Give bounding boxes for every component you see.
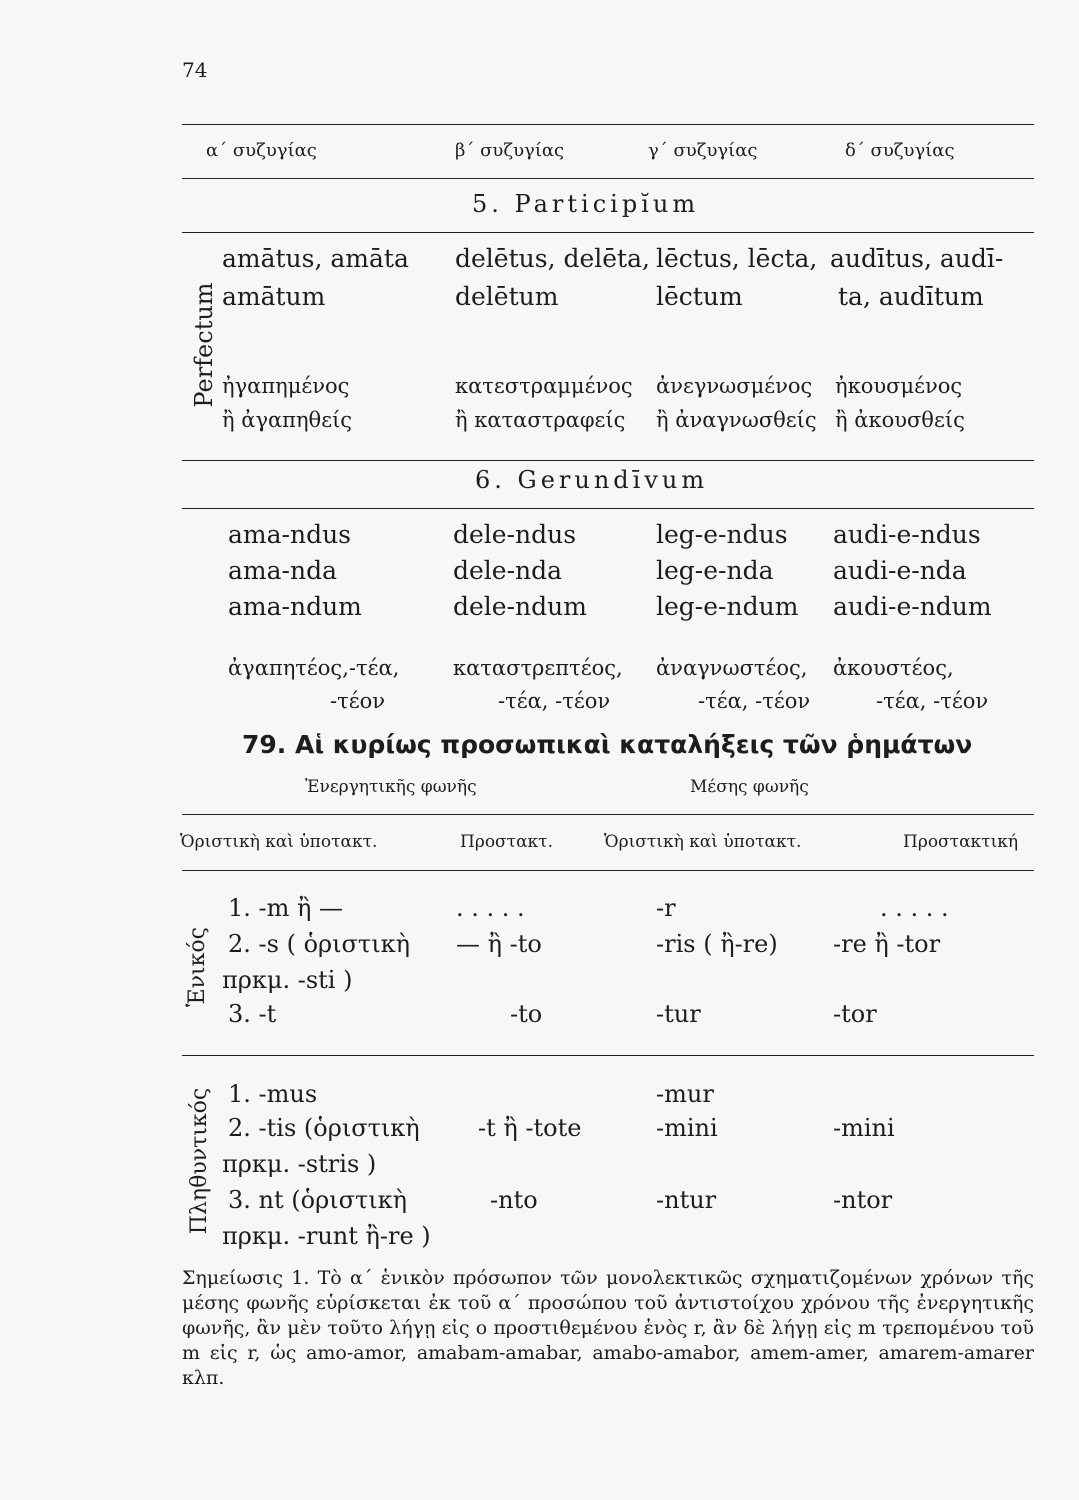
gerundivum-greek: ἀναγνωστέος, [656,656,808,680]
conj-4-header: δ΄ συζυγίας [845,140,955,161]
page-number: 74 [182,58,208,82]
gerundivum-greek: -τέα, -τέον [498,689,611,713]
perfectum-side-label: Perfectum [190,282,218,408]
voice-rule [182,814,1034,815]
singular-line-1-col-2: . . . . . [456,894,525,922]
participium-greek-1: ἠγαπημένος [222,374,350,398]
voice-active-label: Ἐνεργητικῆς φωνῆς [305,777,477,797]
singular-line-2-col-4: -re ἢ -tor [833,930,941,958]
singular-line-2-col-1: 2. -s ( ὁριστικὴ [228,930,410,958]
singular-line-3-col-3: -tur [656,1000,701,1028]
gerundivum-greek: καταστρεπτέος, [453,656,623,680]
gerundivum-greek: ἀγαπητέος,-τέα, [228,656,400,680]
gerundivum-cell: audi-e-ndus [833,520,981,549]
singular-line-1-col-3: -r [656,894,676,922]
gerundivum-cell: leg-e-ndus [656,520,788,549]
participium-latin-4: audītus, audī- [830,244,1004,273]
participium-latin-6: delētum [455,282,559,311]
participium-greek-2: κατεστραμμένος [455,374,633,398]
plural-line-3-col-1: 3. nt (ὁριστικὴ [228,1186,408,1214]
singular-line-1-col-4: . . . . . [880,894,949,922]
col-header-rule [182,870,1034,871]
singular-line-3-col-4: -tor [833,1000,877,1028]
singular-line-2-col-2: — ἢ -to [456,930,542,958]
note-text: Σημείωσις 1. Τὸ α΄ ἑνικὸν πρόσωπον τῶν μονολεκτικῶς σχηματιζομένων χρόνων τῆς μέσης φωνῆς εὑρίσκεται ἐκ τοῦ α΄ προσώπου τοῦ ἀντιστοίχου χρόνου τῆς ἐνεργητικῆς φωνῆς, ἂν μὲν τοῦτο λήγῃ εἰς o προστιθεμένου ἑνὸς r, ἂν δὲ λήγῃ εἰς m τρεπομένου τοῦ m εἰς r, ὡς amo-amor, amabam-amabar, amabo-amabor, amem-amer, amarem-amarer κλπ. [182,1267,1034,1389]
gerundivum-greek: ἀκουστέος, [833,656,954,680]
participium-greek-7: ἢ ἀναγνωσθείς [656,408,817,432]
gerundivum-rule [182,508,1034,509]
plural-line-2-col-2: -t ἢ -tote [478,1114,582,1142]
singular-line-3-col-1: 3. -t [228,1000,277,1028]
participium-rule [182,232,1034,233]
participium-latin-7: lēctum [656,282,743,311]
singular-plural-rule [182,1055,1034,1056]
participium-greek-8: ἢ ἀκουσθείς [835,408,965,432]
plural-line-3-col-2: -nto [490,1186,538,1214]
note-paragraph [182,1266,1034,1391]
plural-line-3-col-4: -ntor [833,1186,893,1214]
plural-line-2b: πρκμ. -stris ) [222,1150,377,1178]
gerundivum-cell: dele-ndus [453,520,577,549]
gerundivum-cell: leg-e-nda [656,556,774,585]
singular-line-2b: πρκμ. -sti ) [222,966,353,994]
gerundivum-title: 6. Gerundīvum [475,466,709,494]
plural-line-2-col-4: -mini [833,1114,895,1142]
gerundivum-cell: audi-e-nda [833,556,967,585]
participium-title: 5. Participĭum [472,190,700,218]
singular-line-3-col-2: -to [510,1000,543,1028]
gerundivum-cell: dele-ndum [453,592,587,621]
gerundivum-cell: audi-e-ndum [833,592,992,621]
singular-line-1-col-1: 1. -m ἢ — [228,894,344,922]
conj-3-header: γ΄ συζυγίας [648,140,758,161]
col-header-imperative-active: Προστακτ. [460,832,553,852]
conj-2-header: β΄ συζυγίας [455,140,565,161]
gerundivum-greek: -τέα, -τέον [876,689,989,713]
singular-line-2-col-3: -ris ( ἢ-re) [656,930,778,958]
plural-line-3-col-3: -ntur [656,1186,717,1214]
gerundivum-top-rule [182,460,1034,461]
plural-line-1-col-1: 1. -mus [228,1080,318,1108]
gerundivum-cell: ama-ndus [228,520,351,549]
conj-1-header: α΄ συζυγίας [206,140,317,161]
participium-greek-5: ἢ ἀγαπηθείς [222,408,353,432]
participium-latin-3: lēctus, lēcta, [656,244,818,273]
gerundivum-cell: dele-nda [453,556,563,585]
plural-line-1-col-3: -mur [656,1080,714,1108]
plural-line-2-col-1: 2. -tis (ὁριστικὴ [228,1114,420,1142]
col-header-indicative-active: Ὁριστικὴ καὶ ὑποτακτ. [180,832,378,852]
plural-line-2-col-3: -mini [656,1114,718,1142]
singular-side-label: Ἑνικός [185,927,210,1007]
participium-latin-1: amātus, amāta [222,244,409,273]
section-79-title: 79. Αἱ κυρίως προσωπικαὶ καταλήξεις τῶν ῥημάτων [242,730,973,759]
col-header-imperative-middle: Προστακτική [903,832,1019,852]
participium-latin-2: delētus, delēta, [455,244,650,273]
plural-side-label: Πληθυντικός [187,1087,212,1235]
header-rule [182,178,1034,179]
gerundivum-cell: ama-ndum [228,592,362,621]
participium-latin-8: ta, audītum [838,282,984,311]
gerundivum-greek: -τέα, -τέον [698,689,811,713]
gerundivum-cell: leg-e-ndum [656,592,799,621]
participium-greek-6: ἢ καταστραφείς [455,408,626,432]
col-header-indicative-middle: Ὁριστικὴ καὶ ὑποτακτ. [604,832,802,852]
top-rule [182,124,1034,125]
participium-latin-5: amātum [222,282,326,311]
voice-middle-label: Μέσης φωνῆς [690,777,809,797]
plural-line-3b: πρκμ. -runt ἢ-re ) [222,1222,431,1250]
participium-greek-4: ἠκουσμένος [835,374,963,398]
participium-greek-3: ἀνεγνωσμένος [656,374,813,398]
gerundivum-cell: ama-nda [228,556,337,585]
gerundivum-greek: -τέον [330,689,386,713]
